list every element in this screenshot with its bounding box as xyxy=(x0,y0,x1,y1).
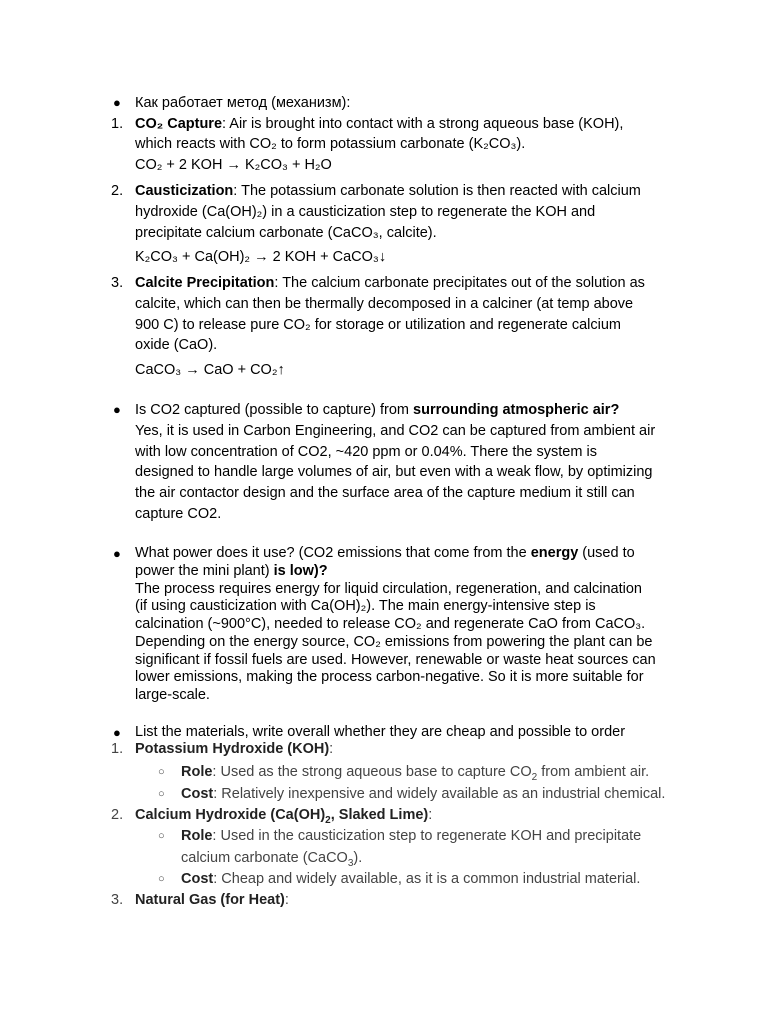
answer-line: lower emissions, making the process carbon-negative. So it is more suitable for xyxy=(135,669,644,685)
material-caoh2-cost: Cost: Cheap and widely available, as it is a common industrial material. xyxy=(181,871,641,887)
step-calcite-line-1: Calcite Precipitation: The calcium carbonate precipitates out of the solution as xyxy=(135,275,645,291)
step-causticization-line-3: precipitate calcium carbonate (CaCO₃, calcite). xyxy=(135,225,437,241)
bullet-marker: ● xyxy=(113,402,121,417)
answer-line: Yes, it is used in Carbon Engineering, and CO2 can be captured from ambient air xyxy=(135,423,656,439)
step-calcite-line-4: oxide (CaO). xyxy=(135,337,218,353)
question-power-line-2: power the mini plant) is low)? xyxy=(135,563,328,579)
sub-bullet-marker: ○ xyxy=(158,766,165,778)
material-caoh2-role-line-2: calcium carbonate (CaCO$_3$). xyxy=(181,850,363,869)
material-koh-role: Role: Used as the strong aqueous base to capture $CO_2$ from ambient air. xyxy=(181,764,650,783)
step-co2-capture-line-2: which reacts with CO₂ to form potassium carbonate (K₂CO₃). xyxy=(135,136,526,152)
step-title: CO₂ Capture xyxy=(135,116,223,132)
material-caoh2-role-line-1: Role: Used in the causticization step to regenerate KOH and precipitate xyxy=(181,828,642,844)
step-calcite-line-3: 900 C) to release pure CO₂ for storage or utilization and regenerate calcium xyxy=(135,317,621,333)
answer-line: (if using causticization with Ca(OH)₂). The main energy-intensive step is xyxy=(135,598,596,614)
answer-line: capture CO2. xyxy=(135,506,222,522)
question-atmospheric: Is CO2 captured (possible to capture) from surrounding atmospheric air? xyxy=(135,402,620,418)
equation-2: K₂CO₃ + Ca(OH)₂ → 2 KOH + CaCO₃↓ xyxy=(135,249,387,265)
question-power-line-1: What power does it use? (CO2 emissions that come from the energy (used to xyxy=(135,545,635,561)
list-number: 3. xyxy=(111,892,124,908)
answer-line: the air contactor design and the surface area of the capture medium it still can xyxy=(135,485,635,501)
answer-line: significant if fossil fuels are used. However, renewable or waste heat sources can xyxy=(135,652,656,668)
step-calcite-line-2: calcite, which can then be thermally decomposed in a calciner (at temp above xyxy=(135,296,634,312)
step-co2-capture-line-1: CO₂ Capture: Air is brought into contact with a strong aqueous base (KOH), xyxy=(135,116,624,132)
sub-bullet-marker: ○ xyxy=(158,830,165,842)
answer-line: designed to handle large volumes of air, but even with a weak flow, by optimizing xyxy=(135,464,653,480)
material-natural-gas-title: Natural Gas (for Heat): xyxy=(135,892,289,908)
step-causticization-line-2: hydroxide (Ca(OH)₂) in a causticization step to regenerate the KOH and xyxy=(135,204,596,220)
bullet-marker: ● xyxy=(113,546,121,561)
list-number: 2. xyxy=(111,807,124,823)
sub-bullet-marker: ○ xyxy=(158,788,165,800)
bullet-marker: ● xyxy=(113,725,121,740)
step-causticization-line-1: Causticization: The potassium carbonate solution is then reacted with calcium xyxy=(135,183,641,199)
equation-1: CO₂ + 2 KOH → K₂CO₃ + H₂O xyxy=(135,157,332,173)
step-title: Calcite Precipitation xyxy=(135,275,275,291)
material-caoh2-title: Calcium Hydroxide ($Ca(OH)_2$, Slaked Lime): xyxy=(135,807,433,826)
equation-3: CaCO₃ → CaO + CO₂↑ xyxy=(135,362,285,378)
list-number: 2. xyxy=(111,183,124,199)
answer-line: with low concentration of CO2, ~420 ppm or 0.04%. There the system is xyxy=(135,444,597,460)
sub-bullet-marker: ○ xyxy=(158,873,165,885)
bullet-marker: ● xyxy=(113,95,121,110)
answer-line: calcination (~900°C), needed to release CO₂ and regenerate CaO from CaCO₃. xyxy=(135,616,646,632)
material-koh-title: Potassium Hydroxide (KOH): xyxy=(135,741,334,757)
answer-line: large-scale. xyxy=(135,687,210,703)
list-number: 3. xyxy=(111,275,124,291)
answer-line: Depending on the energy source, CO₂ emissions from powering the plant can be xyxy=(135,634,653,650)
list-number: 1. xyxy=(111,741,124,757)
answer-line: The process requires energy for liquid circulation, regeneration, and calcination xyxy=(135,581,642,597)
materials-intro: List the materials, write overall whether they are cheap and possible to order xyxy=(135,724,626,740)
list-number: 1. xyxy=(111,116,124,132)
step-title: Causticization xyxy=(135,183,234,199)
mechanism-intro: Как работает метод (механизм): xyxy=(135,95,351,111)
material-koh-cost: Cost: Relatively inexpensive and widely available as an industrial chemical. xyxy=(181,786,666,802)
